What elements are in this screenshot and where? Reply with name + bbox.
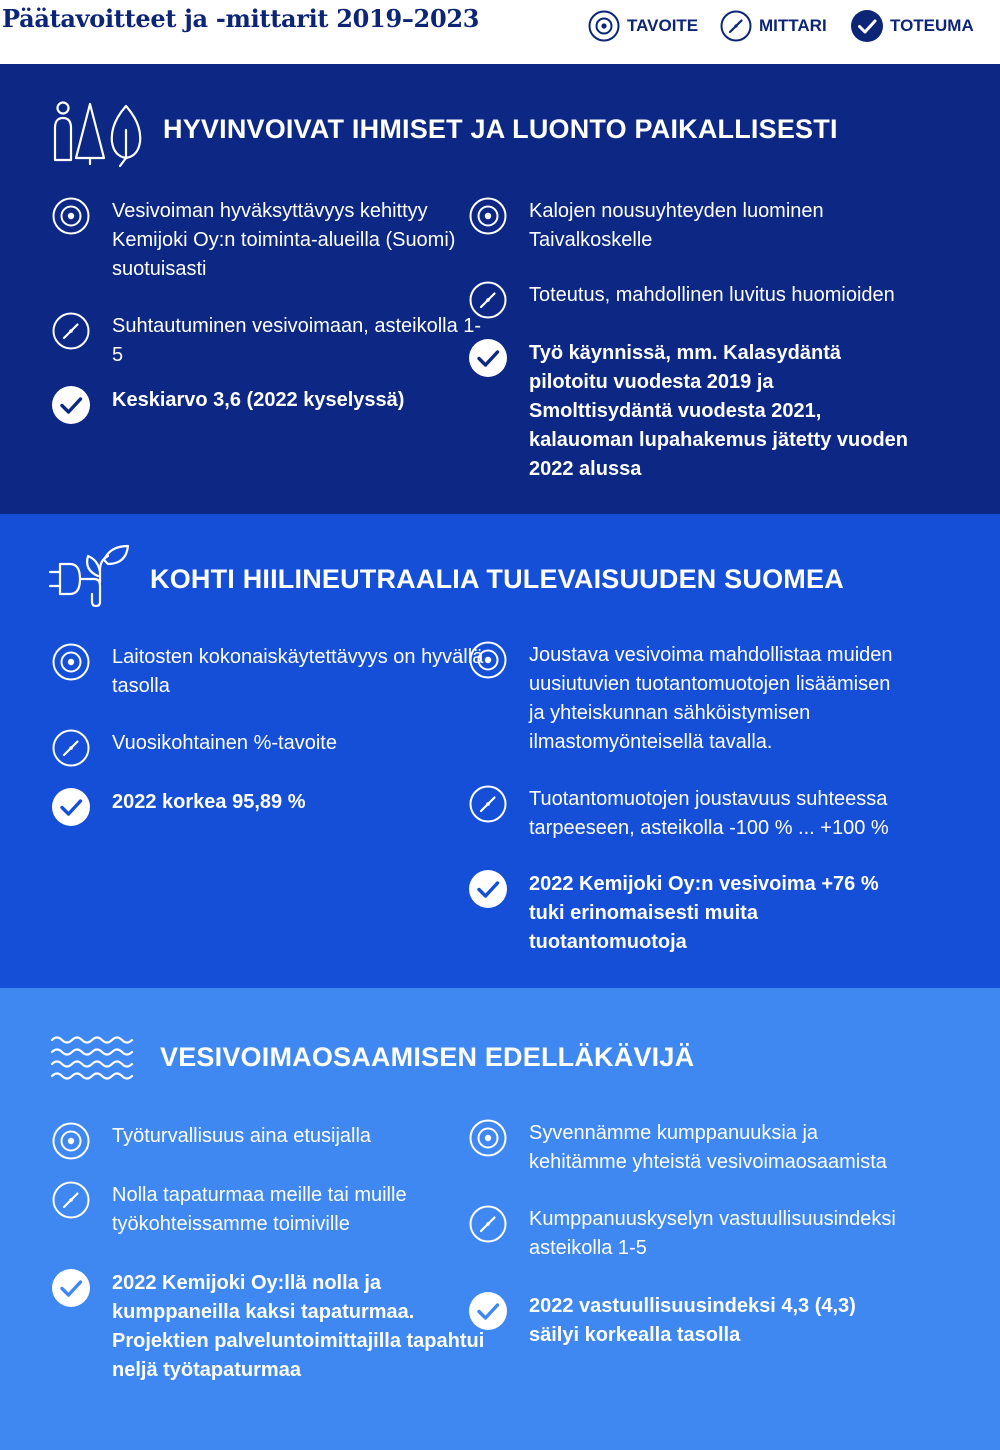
target-text: Vesivoiman hyväksyttävyys kehittyy Kemijoki Oy:n toiminta-alueilla (Suomi) suotuisasti [112, 200, 456, 280]
result-text: 2022 Kemijoki Oy:n vesivoima +76 % tuki erinomaisesti muita tuotantomuotoja [529, 873, 879, 953]
target-icon [52, 197, 90, 235]
people-nature-icon [50, 100, 146, 168]
result-text: 2022 Kemijoki Oy:llä nolla ja kumppaneilla kaksi tapaturmaa. Projektien palveluntoimittajilla tapahtui neljä työtapaturmaa [112, 1272, 485, 1381]
gauge-icon [720, 10, 752, 42]
target-text: Työturvallisuus aina etusijalla [112, 1125, 372, 1147]
legend-result [851, 10, 974, 42]
gauge-icon [469, 281, 507, 319]
target-icon [52, 643, 90, 681]
gauge-icon [52, 312, 90, 350]
target-icon [469, 1119, 507, 1157]
section-title: VESIVOIMAOSAAMISEN EDELLÄKÄVIJÄ [160, 1042, 695, 1072]
target-text: Joustava vesivoima mahdollistaa muiden uusiutuvien tuotantomuotojen lisäämisen ja yhteiskunnan sähköistymisen ilmastomyönteisellä tavalla. [529, 644, 893, 753]
check-icon [469, 339, 507, 377]
page-title: Päätavoitteet ja -mittarit 2019–2023 [2, 4, 480, 33]
target-icon [469, 641, 507, 679]
waves-icon [50, 1034, 136, 1084]
section-title: HYVINVOIVAT IHMISET JA LUONTO PAIKALLISESTI [163, 114, 838, 144]
check-icon [52, 1269, 90, 1307]
target-text: Laitosten kokonaiskäytettävyys on hyvällä tasolla [112, 646, 484, 697]
section-people-nature [0, 64, 1000, 514]
meter-text: Tuotantomuotojen joustavuus suhteessa tarpeeseen, asteikolla -100 % ... +100 % [529, 788, 889, 839]
check-icon [851, 10, 883, 42]
legend-result-label: TOTEUMA [890, 16, 974, 35]
meter-text: Kumppanuuskyselyn vastuullisuusindeksi asteikolla 1-5 [529, 1208, 896, 1259]
meter-text: Vuosikohtainen %-tavoite [112, 732, 337, 754]
result-text: Keskiarvo 3,6 (2022 kyselyssä) [112, 389, 405, 411]
legend-target-label: TAVOITE [627, 16, 699, 35]
target-icon [52, 1122, 90, 1160]
section-title: KOHTI HIILINEUTRAALIA TULEVAISUUDEN SUOMEA [150, 564, 844, 594]
check-icon [52, 788, 90, 826]
check-icon [469, 1292, 507, 1330]
gauge-icon [469, 1205, 507, 1243]
meter-text: Suhtautuminen vesivoimaan, asteikolla 1-5 [112, 315, 482, 366]
plug-plant-icon [48, 542, 132, 610]
target-icon [469, 197, 507, 235]
header [0, 0, 1000, 64]
target-text: Syvennämme kumppanuuksia ja kehitämme yhteistä vesivoimaosaamista [529, 1122, 887, 1173]
gauge-icon [469, 785, 507, 823]
meter-text: Toteutus, mahdollinen luvitus huomioiden [529, 284, 895, 306]
meter-text: Nolla tapaturmaa meille tai muille työkohteissamme toimiville [112, 1184, 407, 1235]
gauge-icon [52, 729, 90, 767]
check-icon [52, 386, 90, 424]
result-text: 2022 vastuullisuusindeksi 4,3 (4,3) säilyi korkealla tasolla [529, 1295, 856, 1346]
result-text: Työ käynnissä, mm. Kalasydäntä pilotoitu vuodesta 2019 ja Smolttisydäntä vuodesta 2021, kalauoman lupahakemus jätetty vuoden 2022 alussa [529, 342, 908, 480]
section-carbon-neutral [0, 514, 1000, 988]
legend-meter-label: MITTARI [759, 16, 827, 35]
legend-meter [720, 10, 827, 42]
check-icon [469, 870, 507, 908]
legend-target [588, 10, 698, 42]
target-icon [588, 10, 620, 42]
result-text: 2022 korkea 95,89 % [112, 791, 306, 813]
gauge-icon [52, 1181, 90, 1219]
target-text: Kalojen nousuyhteyden luominen Taivalkoskelle [529, 200, 824, 251]
section-hydropower-expertise [0, 988, 1000, 1450]
